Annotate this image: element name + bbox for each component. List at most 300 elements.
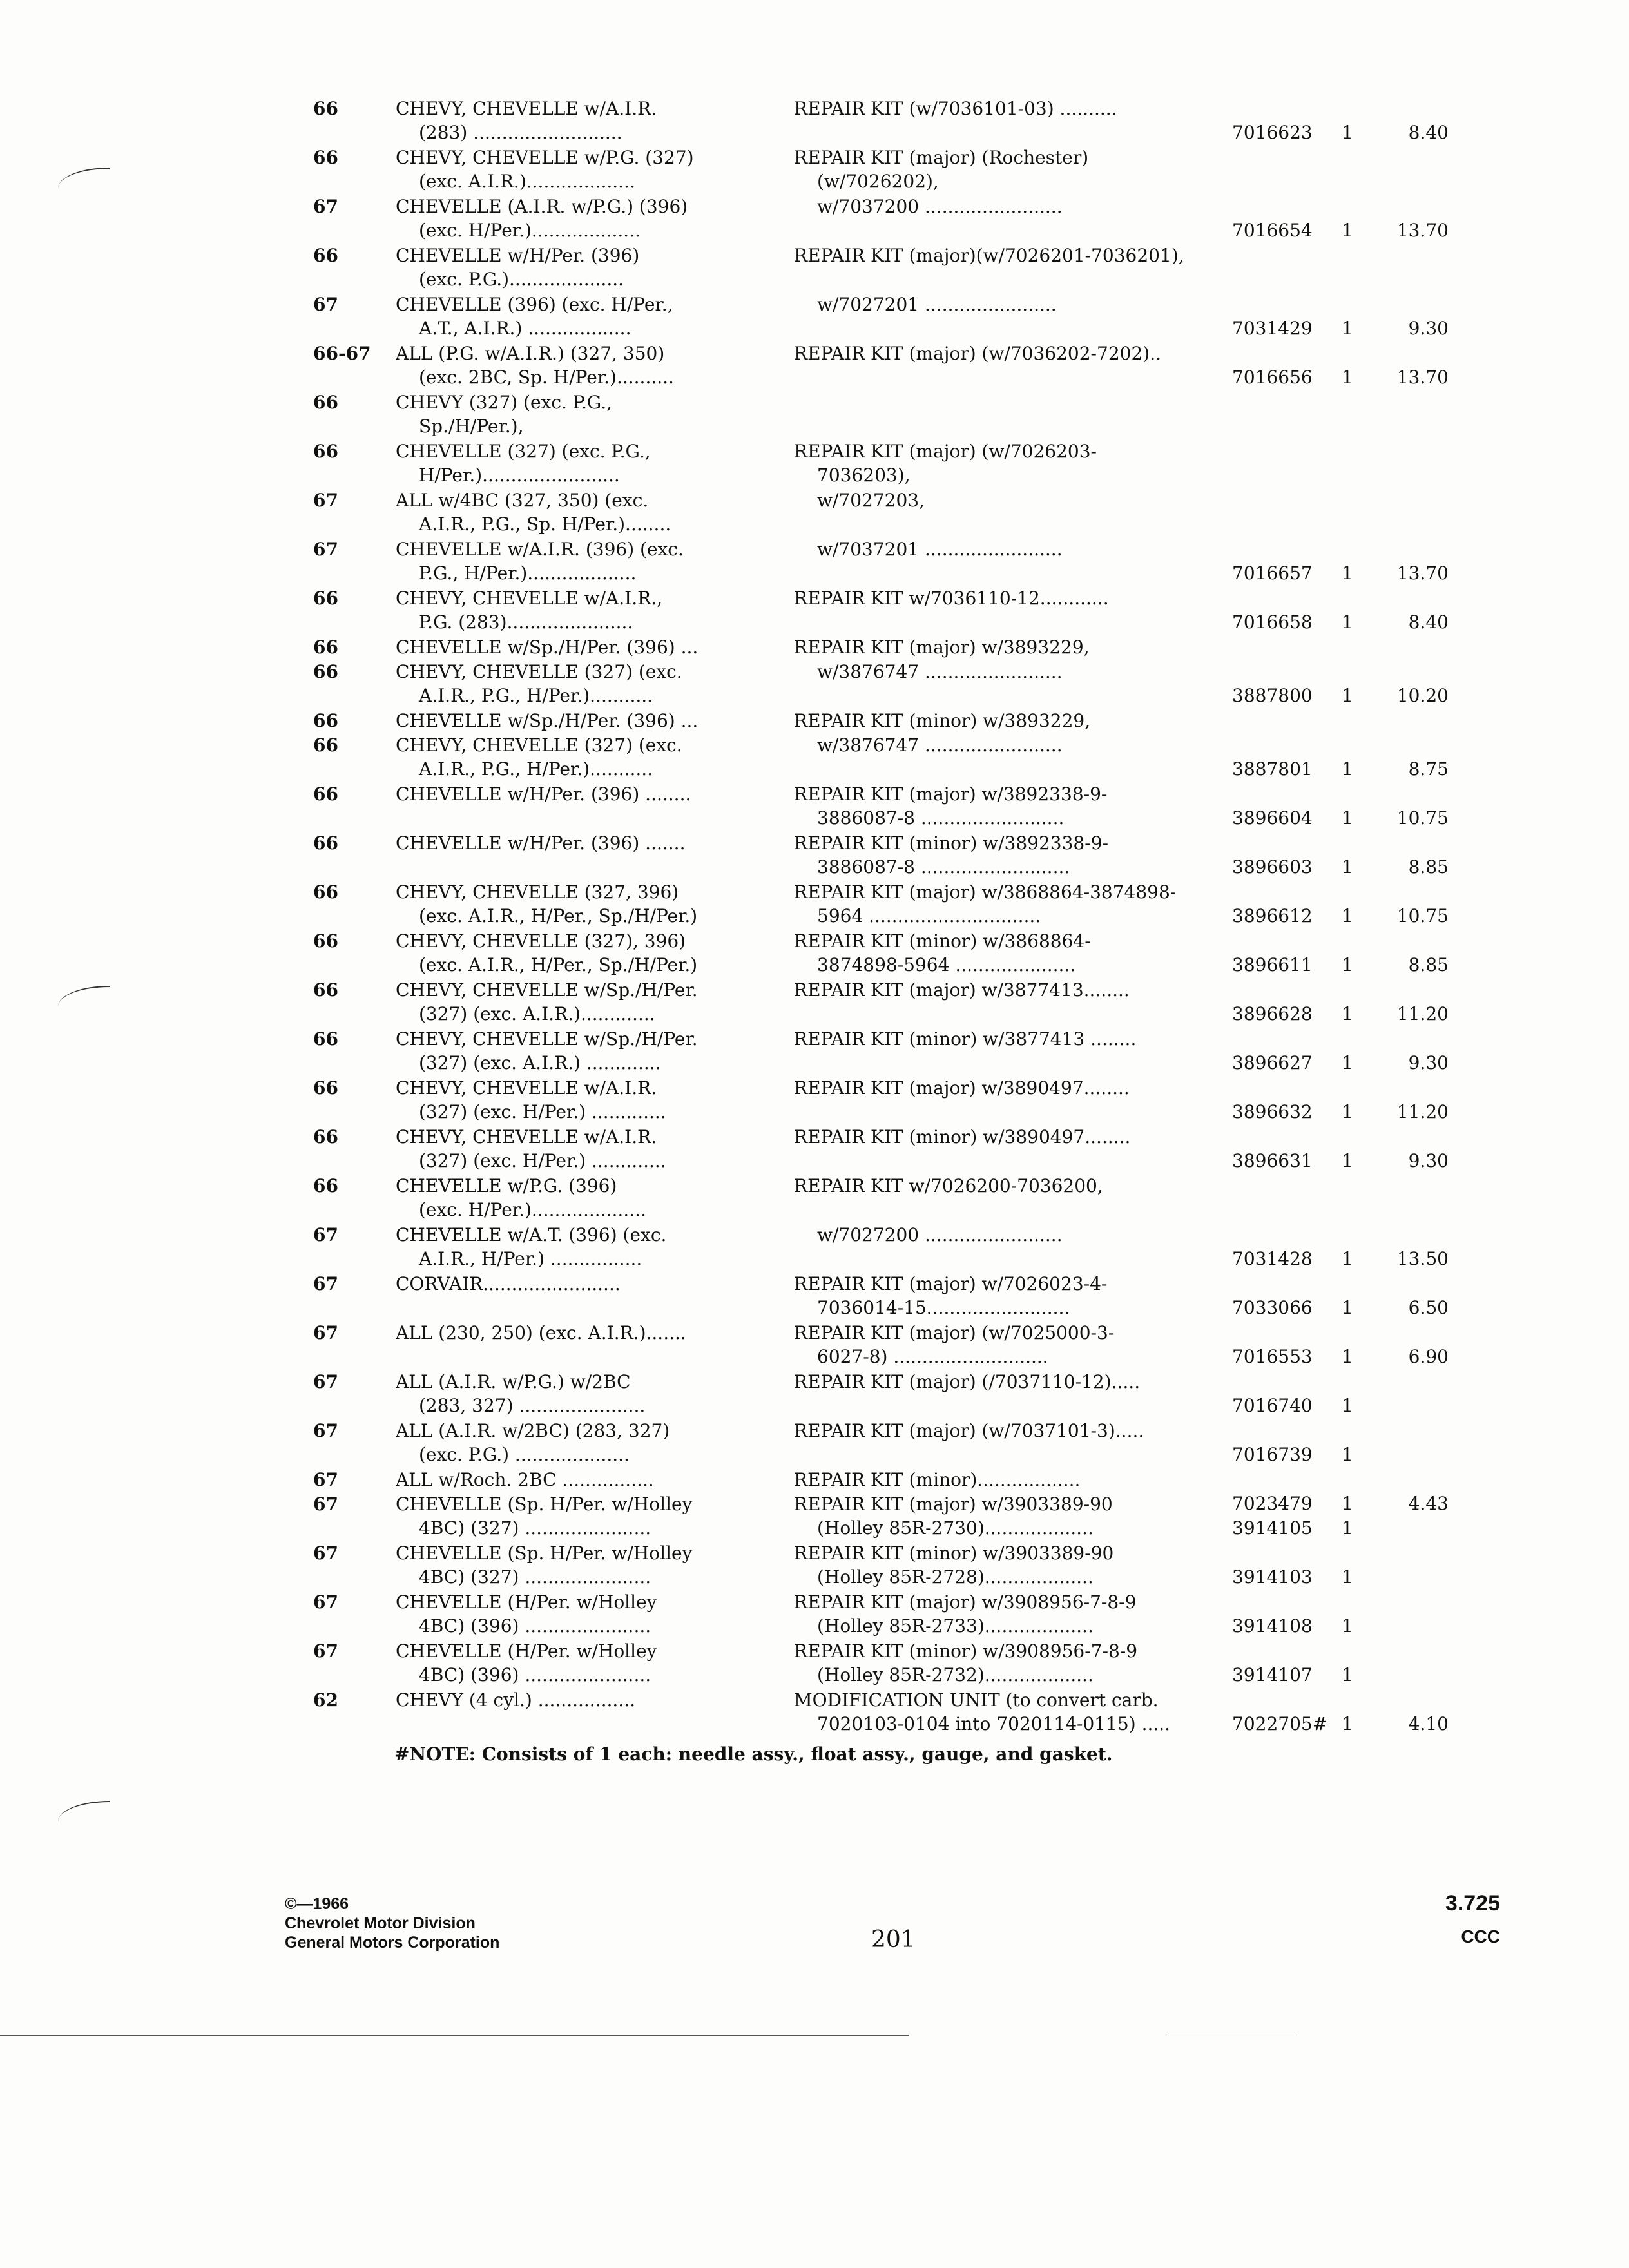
model-year: 67	[313, 1542, 338, 1564]
model-line-2: (exc. P.G.) ....................	[419, 1444, 630, 1465]
description-line-1: REPAIR KIT (major) w/3868864-3874898-	[794, 881, 1177, 903]
part-description	[794, 782, 1239, 830]
description-line-1: REPAIR KIT (minor) w/3903389-90	[794, 1542, 1114, 1564]
model-year: 66	[313, 1175, 338, 1196]
part-number: 3914107	[1232, 1664, 1313, 1686]
part-number: 3896627	[1232, 1052, 1313, 1073]
model-year: 62	[313, 1689, 338, 1711]
description-line-1: REPAIR KIT (minor)..................	[794, 1469, 1081, 1490]
part-number: 3896604	[1232, 807, 1313, 829]
model-year: 67	[313, 490, 338, 511]
model-line-2: (283, 327) ......................	[419, 1395, 646, 1416]
model-year: 67	[313, 1371, 338, 1392]
model-application	[396, 1272, 766, 1296]
model-year: 66	[313, 147, 338, 168]
description-line-2: REPAIR KIT (major) (w/7036202-7202)..	[794, 343, 1161, 364]
list-price: 8.40	[1408, 122, 1449, 143]
model-line-2: 4BC) (327) ......................	[419, 1566, 651, 1588]
model-line-2: 4BC) (327) ......................	[419, 1517, 651, 1539]
model-line-1: ALL w/4BC (327, 350) (exc.	[396, 490, 649, 511]
binder-hole-mark	[58, 168, 110, 188]
quantity: 1	[1342, 1444, 1353, 1465]
description-line-1: MODIFICATION UNIT (to convert carb.	[794, 1689, 1159, 1711]
list-price: 9.30	[1408, 1052, 1449, 1073]
model-line-1: CHEVY (327) (exc. P.G.,	[396, 392, 613, 413]
quantity: 1	[1342, 1150, 1353, 1171]
model-year: 67	[313, 539, 338, 560]
part-number: 7016658	[1232, 611, 1313, 633]
model-year: 67	[313, 1273, 338, 1294]
description-line-2: w/7027200 ........................	[817, 1224, 1063, 1245]
model-application	[396, 586, 766, 634]
description-line-2: 3886087-8 ..........................	[817, 856, 1070, 878]
model-line-1: ALL (230, 250) (exc. A.I.R.).......	[396, 1322, 686, 1343]
model-line-1: CHEVELLE w/H/Per. (396) ........	[396, 783, 691, 805]
model-line-1: CHEVELLE w/H/Per. (396)	[396, 245, 640, 266]
model-line-1: CHEVELLE (Sp. H/Per. w/Holley	[396, 1494, 693, 1515]
part-number: 3887800	[1232, 685, 1313, 706]
part-number: 7016623	[1232, 122, 1313, 143]
part-number: 7016739	[1232, 1444, 1313, 1465]
part-description	[794, 1688, 1239, 1736]
binder-hole-mark	[58, 986, 110, 1006]
copyright-corporation: General Motors Corporation	[285, 1934, 500, 1952]
quantity: 1	[1342, 856, 1353, 878]
quantity: 1	[1342, 1052, 1353, 1073]
quantity: 1	[1342, 1664, 1353, 1686]
model-application	[396, 195, 766, 242]
model-year: 67	[313, 1322, 338, 1343]
part-description	[794, 244, 1239, 267]
part-description	[794, 1590, 1239, 1638]
part-description	[794, 1076, 1239, 1100]
model-application	[396, 1321, 766, 1345]
list-price: 10.75	[1396, 905, 1449, 927]
section-number: 3.725	[1445, 1891, 1500, 1916]
quantity: 1	[1342, 1101, 1353, 1122]
quantity: 1	[1342, 1615, 1353, 1637]
model-year: 66	[313, 735, 338, 756]
description-line-2: w/7037200 ........................	[817, 196, 1063, 217]
model-line-1: CHEVY, CHEVELLE (327, 396)	[396, 881, 679, 903]
part-description	[794, 733, 1239, 757]
model-line-1: CHEVY (4 cyl.) .................	[396, 1689, 636, 1711]
model-line-1: CHEVY, CHEVELLE w/Sp./H/Per.	[396, 1028, 698, 1050]
description-line-2: (Holley 85R-2728)...................	[817, 1566, 1094, 1588]
model-line-1: CHEVELLE (327) (exc. P.G.,	[396, 441, 651, 462]
part-number: 7023479	[1232, 1493, 1313, 1514]
model-application	[396, 978, 766, 1026]
quantity: 1	[1342, 954, 1353, 975]
part-description	[794, 978, 1239, 1002]
model-application	[396, 880, 766, 928]
part-description	[794, 97, 1239, 120]
quantity: 1	[1342, 122, 1353, 143]
description-line-2: (Holley 85R-2733)...................	[817, 1615, 1094, 1637]
model-year: 66	[313, 783, 338, 805]
model-application	[396, 244, 766, 291]
footnote: #NOTE: Consists of 1 each: needle assy., float assy., gauge, and gasket.	[394, 1744, 1113, 1765]
model-application	[396, 709, 766, 733]
list-price: 10.75	[1396, 807, 1449, 829]
model-application	[396, 1541, 766, 1589]
model-line-2: H/Per.)........................	[419, 465, 620, 486]
part-number: 7016656	[1232, 367, 1313, 388]
model-line-2: (exc. H/Per.)...................	[419, 220, 641, 241]
model-application	[396, 1125, 766, 1173]
part-number: 3896632	[1232, 1101, 1313, 1122]
description-line-2: (Holley 85R-2732)...................	[817, 1664, 1094, 1686]
model-year: 67	[313, 1224, 338, 1245]
model-year: 66	[313, 710, 338, 731]
description-line-2: w/3876747 ........................	[817, 735, 1063, 756]
model-application	[396, 341, 766, 389]
part-description	[794, 1223, 1239, 1247]
part-description	[794, 488, 1239, 512]
model-line-2: A.I.R., P.G., H/Per.)...........	[419, 758, 653, 780]
model-application	[396, 1590, 766, 1638]
description-line-1: REPAIR KIT (major) w/7026023-4-	[794, 1273, 1108, 1294]
model-line-2: P.G., H/Per.)...................	[419, 562, 637, 584]
description-line-1: REPAIR KIT (major) w/3903389-90	[794, 1494, 1113, 1515]
model-line-2: (283) ..........................	[419, 122, 622, 143]
quantity: 1	[1342, 220, 1353, 241]
part-description	[794, 635, 1239, 659]
model-year: 66	[313, 1077, 338, 1099]
model-line-2: (exc. A.I.R.)...................	[419, 171, 635, 192]
model-application	[396, 660, 766, 707]
part-number: 3896631	[1232, 1150, 1313, 1171]
description-line-2: 7036014-15.........................	[817, 1297, 1070, 1318]
description-line-1: REPAIR KIT (major) w/3892338-9-	[794, 783, 1108, 805]
model-line-1: CHEVY, CHEVELLE w/A.I.R.,	[396, 588, 663, 609]
quantity: 1	[1342, 1395, 1353, 1416]
description-line-1: REPAIR KIT (major)(w/7026201-7036201),	[794, 245, 1184, 266]
part-description	[794, 146, 1239, 193]
model-line-1: CHEVELLE w/H/Per. (396) .......	[396, 832, 686, 854]
model-line-2: (exc. P.G.)....................	[419, 269, 624, 290]
section-code: CCC	[1461, 1927, 1500, 1946]
quantity: 1	[1342, 807, 1353, 829]
model-application	[396, 831, 766, 855]
list-price: 6.50	[1408, 1297, 1449, 1318]
list-price: 11.20	[1396, 1003, 1449, 1024]
model-line-1: CHEVY, CHEVELLE (327) (exc.	[396, 661, 682, 682]
copyright-division: Chevrolet Motor Division	[285, 1914, 476, 1932]
quantity: 1	[1342, 758, 1353, 780]
description-line-1: REPAIR KIT (minor) w/3868864-	[794, 930, 1091, 952]
description-line-1: REPAIR KIT (minor) w/3892338-9-	[794, 832, 1108, 854]
model-line-1: CHEVY, CHEVELLE w/A.I.R.	[396, 98, 657, 119]
description-line-2: REPAIR KIT (minor) w/3877413 ........	[794, 1028, 1137, 1050]
model-line-2: A.I.R., P.G., H/Per.)...........	[419, 685, 653, 706]
model-year: 66	[313, 832, 338, 854]
model-year: 66	[313, 930, 338, 952]
model-application	[396, 1370, 766, 1418]
description-line-1: REPAIR KIT (major) (w/7025000-3-	[794, 1322, 1115, 1343]
model-application	[396, 146, 766, 193]
model-application	[396, 1419, 766, 1466]
model-year: 66-67	[313, 343, 371, 364]
model-line-1: CHEVELLE w/A.I.R. (396) (exc.	[396, 539, 684, 560]
model-application	[396, 1468, 766, 1492]
part-description	[794, 660, 1239, 684]
model-line-2: Sp./H/Per.),	[419, 416, 524, 437]
page-number: 201	[871, 1927, 916, 1953]
description-line-2: 3874898-5964 .....................	[817, 954, 1076, 975]
model-line-1: ALL w/Roch. 2BC ................	[396, 1469, 654, 1490]
model-year: 67	[313, 1469, 338, 1490]
part-number: 7031428	[1232, 1248, 1313, 1269]
part-description	[794, 880, 1239, 928]
list-price: 9.30	[1408, 1150, 1449, 1171]
quantity: 1	[1342, 1297, 1353, 1318]
model-line-2: (327) (exc. A.I.R.) .............	[419, 1052, 661, 1073]
part-description	[794, 1492, 1239, 1540]
copyright-year: ©—1966	[285, 1895, 349, 1913]
description-line-2: REPAIR KIT (major) (w/7037101-3).....	[794, 1420, 1144, 1441]
part-number: 7016657	[1232, 562, 1313, 584]
part-description	[794, 1419, 1239, 1443]
model-year: 66	[313, 588, 338, 609]
model-application	[396, 929, 766, 977]
part-description	[794, 586, 1239, 610]
model-line-2: (327) (exc. H/Per.) .............	[419, 1150, 666, 1171]
quantity: 1	[1342, 1493, 1353, 1514]
model-line-1: CHEVY, CHEVELLE w/A.I.R.	[396, 1126, 657, 1148]
model-year: 66	[313, 1028, 338, 1050]
model-application	[396, 293, 766, 340]
part-description	[794, 1125, 1239, 1149]
part-number: 3914108	[1232, 1615, 1313, 1637]
part-description	[794, 1370, 1239, 1394]
model-line-1: CHEVY, CHEVELLE w/Sp./H/Per.	[396, 979, 698, 1001]
model-year: 67	[313, 1591, 338, 1613]
description-line-2: REPAIR KIT (major) w/3890497........	[794, 1077, 1130, 1099]
model-application	[396, 733, 766, 781]
quantity: 1	[1342, 367, 1353, 388]
model-line-2: (327) (exc. H/Per.) .............	[419, 1101, 666, 1122]
list-price: 8.40	[1408, 611, 1449, 633]
model-line-2: P.G. (283)......................	[419, 611, 633, 633]
description-line-2: w/7037201 ........................	[817, 539, 1063, 560]
list-price: 9.30	[1408, 318, 1449, 339]
part-number: 3914105	[1232, 1517, 1313, 1539]
model-application	[396, 1027, 766, 1075]
model-application	[396, 439, 766, 487]
list-price: 11.20	[1396, 1101, 1449, 1122]
model-year: 66	[313, 881, 338, 903]
description-line-2: 5964 ..............................	[817, 905, 1041, 927]
model-line-2: (exc. H/Per.)....................	[419, 1199, 646, 1220]
model-line-1: CHEVY, CHEVELLE (327), 396)	[396, 930, 686, 952]
model-line-1: CHEVELLE (396) (exc. H/Per.,	[396, 294, 673, 315]
copyright-block	[285, 1894, 499, 1952]
quantity: 1	[1342, 1713, 1353, 1735]
model-application	[396, 1076, 766, 1124]
part-description	[794, 929, 1239, 977]
quantity: 1	[1342, 1003, 1353, 1024]
model-application	[396, 390, 766, 438]
description-line-2: REPAIR KIT w/7036110-12............	[794, 588, 1109, 609]
bottom-rule	[0, 2035, 909, 2036]
model-line-1: CHEVELLE (H/Per. w/Holley	[396, 1640, 657, 1662]
list-price: 4.43	[1408, 1493, 1449, 1514]
model-year: 66	[313, 245, 338, 266]
model-line-1: CHEVY, CHEVELLE (327) (exc.	[396, 735, 682, 756]
model-year: 66	[313, 661, 338, 682]
description-line-2: w/7027203,	[817, 490, 925, 511]
model-line-2: 4BC) (396) ......................	[419, 1615, 651, 1637]
description-line-2: 6027-8) ...........................	[817, 1346, 1048, 1367]
part-description	[794, 1639, 1239, 1687]
model-line-2: A.I.R., P.G., Sp. H/Per.)........	[419, 514, 671, 535]
description-line-2: REPAIR KIT (major) w/3877413........	[794, 979, 1130, 1001]
model-year: 67	[313, 1494, 338, 1515]
part-number: 3896603	[1232, 856, 1313, 878]
model-line-1: CHEVELLE w/Sp./H/Per. (396) ...	[396, 710, 699, 731]
part-description	[794, 1027, 1239, 1051]
quantity: 1	[1342, 1517, 1353, 1539]
quantity: 1	[1342, 1566, 1353, 1588]
list-price: 4.10	[1408, 1713, 1449, 1735]
part-description	[794, 1468, 1239, 1492]
model-year: 66	[313, 98, 338, 119]
model-line-1: CHEVY, CHEVELLE w/A.I.R.	[396, 1077, 657, 1099]
quantity: 1	[1342, 905, 1353, 927]
part-number: 3896628	[1232, 1003, 1313, 1024]
description-line-2: w/7027201 .......................	[817, 294, 1057, 315]
model-application	[396, 1174, 766, 1222]
part-number: 3914103	[1232, 1566, 1313, 1588]
model-year: 67	[313, 196, 338, 217]
model-line-1: ALL (A.I.R. w/P.G.) w/2BC	[396, 1371, 631, 1392]
part-description	[794, 293, 1239, 316]
model-line-2: (327) (exc. A.I.R.).............	[419, 1003, 655, 1024]
list-price: 13.70	[1396, 367, 1449, 388]
part-description	[794, 1321, 1239, 1369]
description-line-2: w/3876747 ........................	[817, 661, 1063, 682]
quantity: 1	[1342, 685, 1353, 706]
list-price: 13.70	[1396, 220, 1449, 241]
list-price: 10.20	[1396, 685, 1449, 706]
description-line-1: REPAIR KIT (major) (Rochester)	[794, 147, 1089, 168]
model-year: 66	[313, 637, 338, 658]
model-application	[396, 1639, 766, 1687]
part-number: 7016553	[1232, 1346, 1313, 1367]
model-line-2: (exc. A.I.R., H/Per., Sp./H/Per.)	[419, 954, 698, 975]
description-line-2: 7020103-0104 into 7020114-0115) .....	[817, 1713, 1171, 1735]
description-line-2: REPAIR KIT (minor) w/3890497........	[794, 1126, 1131, 1148]
model-application	[396, 1492, 766, 1540]
binder-hole-mark	[58, 1801, 110, 1821]
part-number: 7016740	[1232, 1395, 1313, 1416]
part-number: 7022705#	[1232, 1713, 1328, 1735]
list-price: 8.85	[1408, 954, 1449, 975]
model-line-1: CHEVY, CHEVELLE w/P.G. (327)	[396, 147, 694, 168]
quantity: 1	[1342, 318, 1353, 339]
part-description	[794, 1272, 1239, 1320]
description-line-2: REPAIR KIT (w/7036101-03) ..........	[794, 98, 1117, 119]
model-line-1: ALL (P.G. w/A.I.R.) (327, 350)	[396, 343, 665, 364]
quantity: 1	[1342, 611, 1353, 633]
list-price: 6.90	[1408, 1346, 1449, 1367]
model-line-2: 4BC) (396) ......................	[419, 1664, 651, 1686]
description-line-1: REPAIR KIT (major) (w/7026203-	[794, 441, 1097, 462]
model-line-2: A.I.R., H/Per.) ................	[419, 1248, 642, 1269]
description-line-2: 3886087-8 .........................	[817, 807, 1065, 829]
part-description	[794, 537, 1239, 561]
part-number: 3896612	[1232, 905, 1313, 927]
model-application	[396, 1688, 766, 1712]
part-description	[794, 831, 1239, 879]
list-price: 8.75	[1408, 758, 1449, 780]
model-line-1: CHEVELLE (A.I.R. w/P.G.) (396)	[396, 196, 688, 217]
model-line-1: ALL (A.I.R. w/2BC) (283, 327)	[396, 1420, 670, 1441]
model-line-1: CHEVELLE w/A.T. (396) (exc.	[396, 1224, 667, 1245]
model-line-2: (exc. A.I.R., H/Per., Sp./H/Per.)	[419, 905, 698, 927]
model-year: 67	[313, 1420, 338, 1441]
model-application	[396, 782, 766, 806]
model-application	[396, 488, 766, 536]
model-year: 66	[313, 392, 338, 413]
model-year: 67	[313, 294, 338, 315]
part-description	[794, 1174, 1239, 1198]
quantity: 1	[1342, 1248, 1353, 1269]
description-line-2: (w/7026202),	[817, 171, 939, 192]
model-application	[396, 97, 766, 144]
list-price: 8.85	[1408, 856, 1449, 878]
part-description	[794, 195, 1239, 218]
list-price: 13.70	[1396, 562, 1449, 584]
model-application	[396, 537, 766, 585]
description-line-2: 7036203),	[817, 465, 911, 486]
part-number: 7031429	[1232, 318, 1313, 339]
model-line-1: CHEVELLE (H/Per. w/Holley	[396, 1591, 657, 1613]
description-line-2: (Holley 85R-2730)...................	[817, 1517, 1094, 1539]
part-number: 7016654	[1232, 220, 1313, 241]
model-year: 66	[313, 979, 338, 1001]
part-description	[794, 709, 1239, 733]
model-year: 66	[313, 1126, 338, 1148]
description-line-1: REPAIR KIT (major) w/3908956-7-8-9	[794, 1591, 1137, 1613]
part-description	[794, 439, 1239, 487]
part-number: 7033066	[1232, 1297, 1313, 1318]
model-line-1: CORVAIR........................	[396, 1273, 621, 1294]
model-line-1: CHEVELLE w/Sp./H/Per. (396) ...	[396, 637, 699, 658]
description-line-2: REPAIR KIT w/7026200-7036200,	[794, 1175, 1103, 1196]
part-description	[794, 1541, 1239, 1589]
model-line-1: CHEVELLE w/P.G. (396)	[396, 1175, 617, 1196]
model-year: 67	[313, 1640, 338, 1662]
model-application	[396, 635, 766, 659]
list-price: 13.50	[1396, 1248, 1449, 1269]
model-application	[396, 1223, 766, 1271]
model-year: 66	[313, 441, 338, 462]
part-description	[794, 341, 1239, 365]
description-line-2: REPAIR KIT (major) (/7037110-12).....	[794, 1371, 1141, 1392]
part-number: 3896611	[1232, 954, 1313, 975]
description-line-1: REPAIR KIT (minor) w/3908956-7-8-9	[794, 1640, 1138, 1662]
model-line-1: CHEVELLE (Sp. H/Per. w/Holley	[396, 1542, 693, 1564]
quantity: 1	[1342, 1346, 1353, 1367]
model-line-2: (exc. 2BC, Sp. H/Per.)..........	[419, 367, 674, 388]
description-line-1: REPAIR KIT (minor) w/3893229,	[794, 710, 1091, 731]
part-number: 3887801	[1232, 758, 1313, 780]
quantity: 1	[1342, 562, 1353, 584]
model-line-2: A.T., A.I.R.) ..................	[419, 318, 631, 339]
description-line-1: REPAIR KIT (major) w/3893229,	[794, 637, 1090, 658]
